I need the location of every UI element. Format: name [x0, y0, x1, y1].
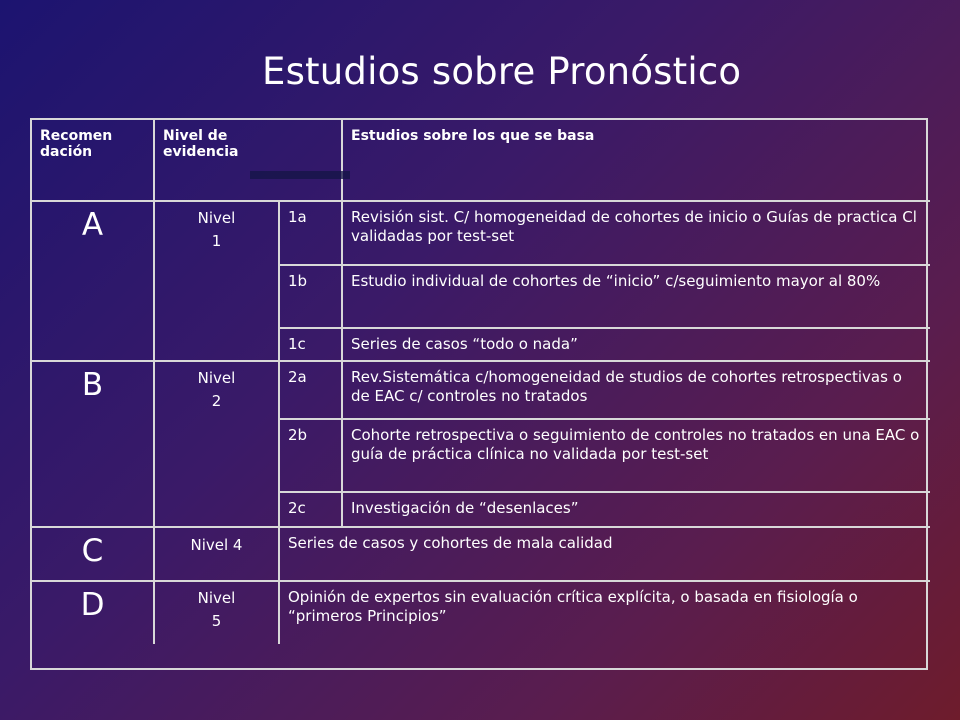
- level-b: [155, 362, 280, 528]
- level-d-number: 5: [211, 612, 222, 631]
- desc-d: Opinión de expertos sin evaluación crítica explícita, o basada en fisiología o “primeros Principios”: [288, 588, 858, 625]
- header-recomendacion-line2: dación: [40, 143, 93, 160]
- grade-b: B: [32, 362, 155, 528]
- code-1c: 1c: [280, 329, 343, 362]
- desc-2c: Investigación de “desenlaces”: [343, 493, 930, 528]
- header-recomendacion: [32, 120, 155, 202]
- code-2b: 2b: [280, 420, 343, 493]
- header-estudios: Estudios sobre los que se basa: [343, 120, 930, 202]
- grade-c: C: [32, 528, 155, 582]
- level-d-label: Nivel: [197, 589, 236, 607]
- header-nivel-line1: Nivel de: [163, 128, 228, 144]
- desc-1a: Revisión sist. C/ homogeneidad de cohortes de inicio o Guías de practica Cl validadas por test-set: [343, 202, 930, 266]
- header-nivel-evidencia: [155, 120, 343, 202]
- grade-d: D: [32, 582, 155, 644]
- code-2c: 2c: [280, 493, 343, 528]
- desc-1b: Estudio individual de cohortes de “inicio” c/seguimiento mayor al 80%: [343, 266, 930, 329]
- evidence-table: [30, 118, 928, 670]
- level-b-label: Nivel: [197, 369, 236, 387]
- header-nivel-line2: evidencia: [163, 143, 239, 160]
- level-d: [155, 582, 280, 644]
- level-b-number: 2: [211, 392, 222, 411]
- code-2a: 2a: [280, 362, 343, 420]
- grade-a: A: [32, 202, 155, 362]
- desc-c: Series de casos y cohortes de mala calidad: [280, 528, 930, 582]
- level-a-number: 1: [211, 232, 222, 251]
- header-recomendacion-line1: Recomen: [40, 128, 113, 144]
- header-shadow-strip: [250, 171, 350, 179]
- desc-2b: Cohorte retrospectiva o seguimiento de controles no tratados en una EAC o guía de práctica clínica no validada por test-set: [343, 420, 930, 493]
- desc-1c: Series de casos “todo o nada”: [343, 329, 930, 362]
- code-1a: 1a: [280, 202, 343, 266]
- code-1b: 1b: [280, 266, 343, 329]
- level-c: Nivel 4: [155, 528, 280, 582]
- desc-2a: Rev.Sistemática c/homogeneidad de studios de cohortes retrospectivas o de EAC c/ controles no tratados: [343, 362, 930, 420]
- level-a-label: Nivel: [197, 209, 236, 227]
- level-a: [155, 202, 280, 362]
- slide-title: Estudios sobre Pronóstico: [262, 50, 742, 93]
